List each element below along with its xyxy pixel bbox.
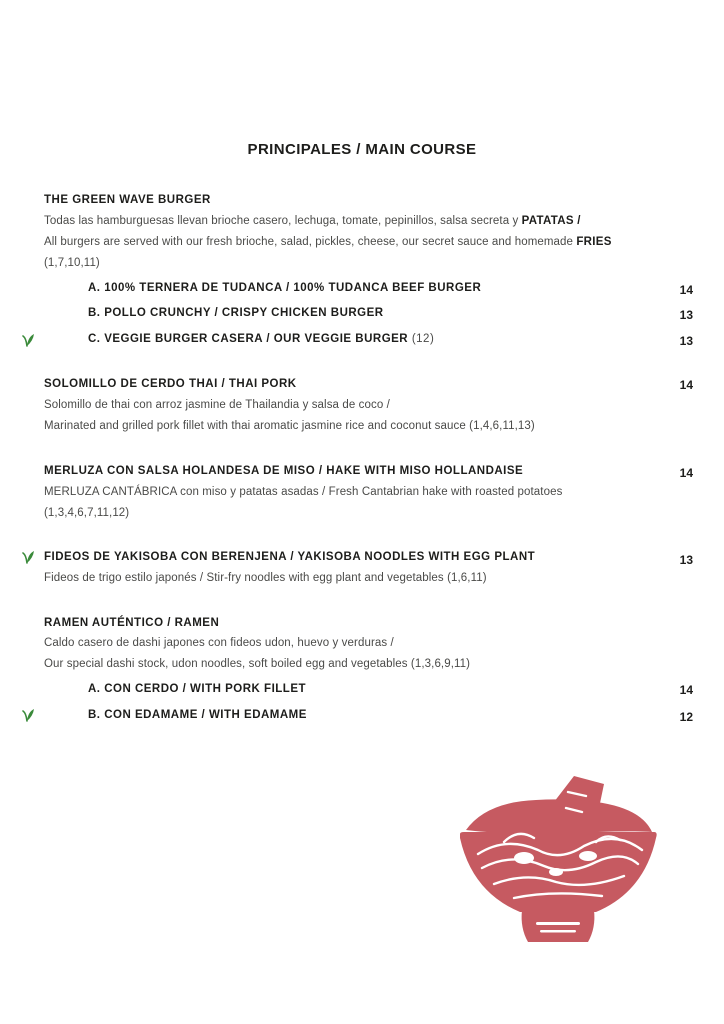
burger-option-b: B. POLLO CRUNCHY / CRISPY CHICKEN BURGER <box>88 307 384 319</box>
page-title: PRINCIPALES / MAIN COURSE <box>247 141 477 158</box>
hake-price: 14 <box>679 466 693 480</box>
burger-option-a: A. 100% TERNERA DE TUDANCA / 100% TUDANCA BEEF BURGER <box>88 282 482 294</box>
burger-desc-es-text: Todas las hamburguesas llevan brioche casero, lechuga, tomate, pepinillos, salsa secreta y <box>44 215 522 227</box>
pork-desc-es: Solomillo de thai con arroz jasmine de Thailandia y salsa de coco / <box>44 399 390 411</box>
ramen-option-b-price: 12 <box>679 710 693 724</box>
burger-heading: THE GREEN WAVE BURGER <box>44 194 211 206</box>
burger-option-c-price: 13 <box>679 334 693 348</box>
ramen-option-a: A. CON CERDO / WITH PORK FILLET <box>88 683 307 695</box>
hake-heading: MERLUZA CON SALSA HOLANDESA DE MISO / HAKE WITH MISO HOLLANDAISE <box>44 465 524 477</box>
burger-desc-en <box>44 236 612 248</box>
ramen-bowl-illustration <box>456 772 660 948</box>
burger-option-b-price: 13 <box>679 308 693 322</box>
ramen-option-b: B. CON EDAMAME / WITH EDAMAME <box>88 709 307 721</box>
burger-desc-en-text: All burgers are served with our fresh brioche, salad, pickles, cheese, our secret sauce and homemade <box>44 236 577 248</box>
veggie-leaf-icon <box>20 707 36 723</box>
burger-option-c-label: C. VEGGIE BURGER CASERA / OUR VEGGIE BURGER <box>88 333 409 345</box>
veggie-leaf-icon <box>20 332 36 348</box>
burger-desc-es <box>44 215 581 227</box>
ramen-desc-es: Caldo casero de dashi japones con fideos udon, huevo y verduras / <box>44 637 394 649</box>
ramen-heading: RAMEN AUTÉNTICO / RAMEN <box>44 617 220 629</box>
pork-desc-en: Marinated and grilled pork fillet with thai aromatic jasmine rice and coconut sauce (1,4,6,11,13) <box>44 420 535 432</box>
ramen-option-a-price: 14 <box>679 683 693 697</box>
burger-desc-en-bold: FRIES <box>576 236 612 248</box>
yakisoba-price: 13 <box>679 553 693 567</box>
veggie-leaf-icon <box>20 549 36 565</box>
hake-desc: MERLUZA CANTÁBRICA con miso y patatas asadas / Fresh Cantabrian hake with roasted potatoes <box>44 486 563 498</box>
ramen-desc-en: Our special dashi stock, udon noodles, soft boiled egg and vegetables (1,3,6,9,11) <box>44 658 471 670</box>
yakisoba-desc: Fideos de trigo estilo japonés / Stir-fry noodles with egg plant and vegetables (1,6,11) <box>44 572 487 584</box>
burger-allergens: (1,7,10,11) <box>44 257 100 269</box>
hake-allergens: (1,3,4,6,7,11,12) <box>44 507 130 519</box>
yakisoba-heading: FIDEOS DE YAKISOBA CON BERENJENA / YAKISOBA NOODLES WITH EGG PLANT <box>44 551 536 563</box>
burger-option-c <box>88 333 434 345</box>
pork-heading: SOLOMILLO DE CERDO THAI / THAI PORK <box>44 378 297 390</box>
burger-option-a-price: 14 <box>679 283 693 297</box>
burger-desc-es-bold: PATATAS / <box>521 215 581 227</box>
pork-price: 14 <box>679 378 693 392</box>
burger-option-c-allergens: (12) <box>411 333 435 345</box>
